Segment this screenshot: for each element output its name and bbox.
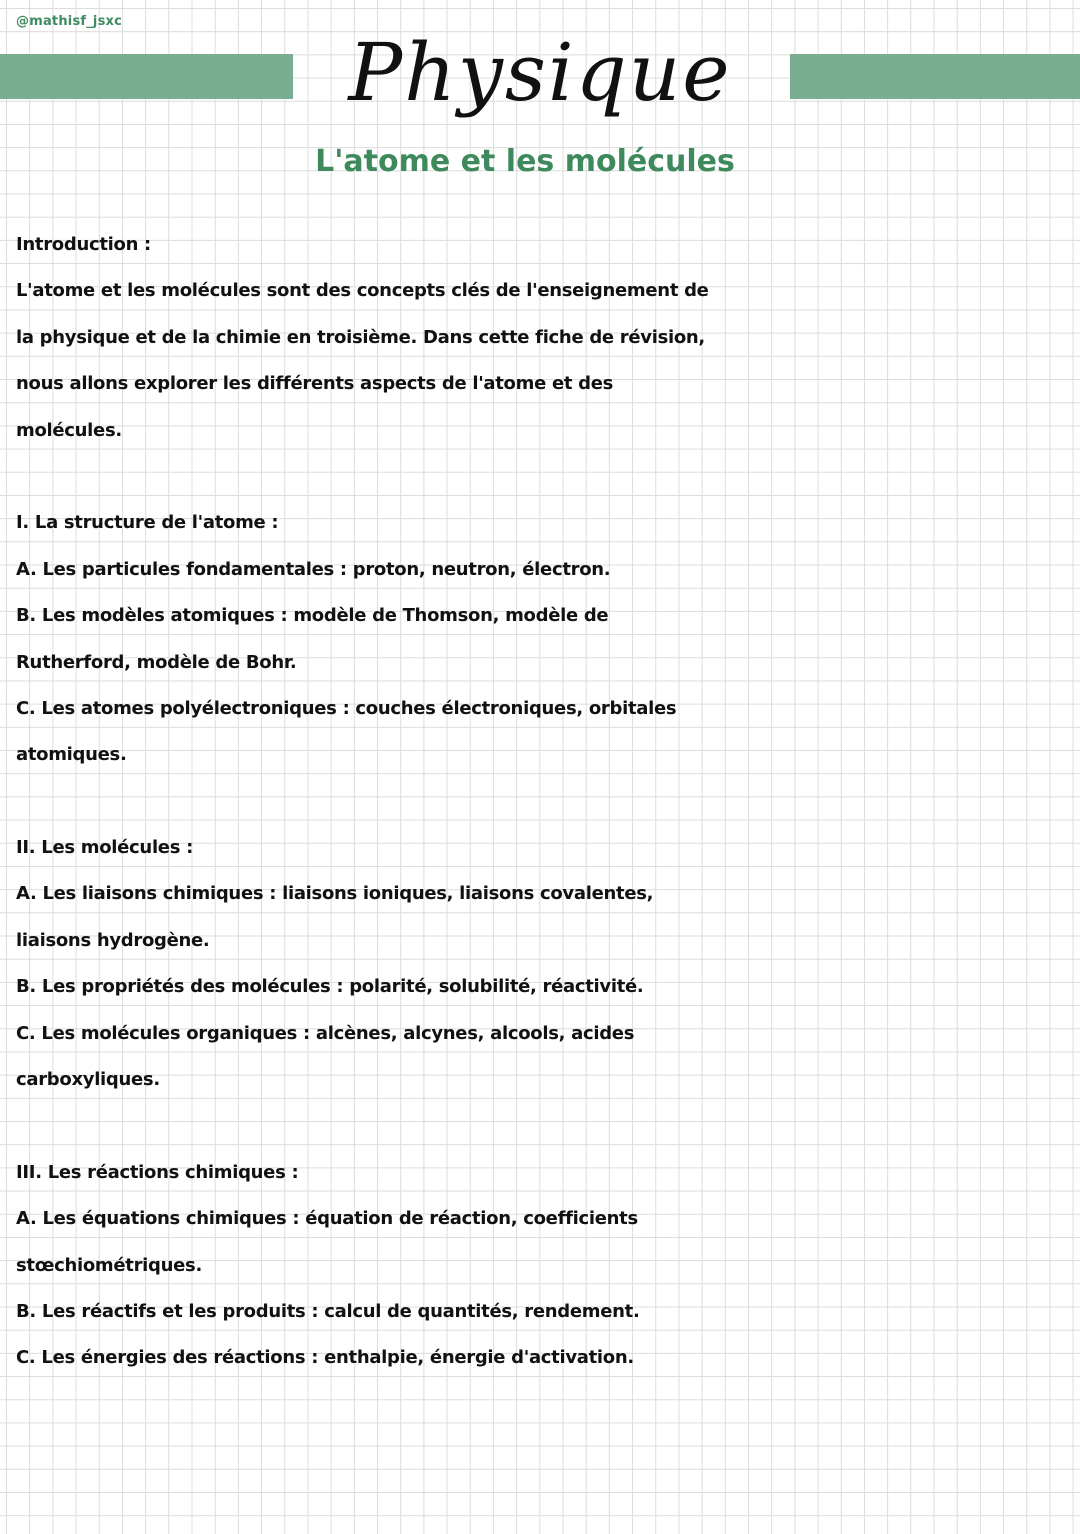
document-body: [16, 222, 1080, 1382]
author-handle: @mathisf_jsxc: [16, 14, 123, 29]
section-line: A. Les particules fondamentales : proton, neutron, électron.: [16, 558, 611, 580]
section-molecules: [16, 825, 1080, 1103]
section-atom-structure: [16, 500, 1080, 778]
spacer: [16, 454, 1080, 500]
section-heading: I. La structure de l'atome :: [16, 512, 279, 534]
section-line: A. Les liaisons chimiques : liaisons ioniques, liaisons covalentes,: [16, 883, 654, 905]
intro-line: la physique et de la chimie en troisième. Dans cette fiche de révision,: [16, 326, 705, 348]
section-line: carboxyliques.: [16, 1069, 160, 1091]
section-heading: III. Les réactions chimiques :: [16, 1161, 299, 1183]
section-line: atomiques.: [16, 744, 127, 766]
section-chemical-reactions: [16, 1150, 1080, 1382]
section-line: B. Les réactifs et les produits : calcul de quantités, rendement.: [16, 1300, 640, 1322]
section-line: liaisons hydrogène.: [16, 929, 210, 951]
section-line: A. Les équations chimiques : équation de réaction, coefficients: [16, 1208, 638, 1230]
intro-section: [16, 222, 1080, 454]
spacer: [16, 1103, 1080, 1149]
spacer: [16, 779, 1080, 825]
section-heading: II. Les molécules :: [16, 837, 193, 859]
section-line: B. Les modèles atomiques : modèle de Thomson, modèle de: [16, 605, 609, 627]
intro-heading: Introduction :: [16, 234, 151, 255]
section-line: C. Les énergies des réactions : enthalpie, énergie d'activation.: [16, 1347, 634, 1369]
section-line: C. Les atomes polyélectroniques : couches électroniques, orbitales: [16, 697, 677, 719]
section-line: B. Les propriétés des molécules : polarité, solubilité, réactivité.: [16, 976, 644, 998]
intro-line: L'atome et les molécules sont des concepts clés de l'enseignement de: [16, 280, 709, 302]
intro-line: molécules.: [16, 419, 122, 441]
section-line: C. Les molécules organiques : alcènes, alcynes, alcools, acides: [16, 1022, 635, 1044]
intro-line: nous allons explorer les différents aspects de l'atome et des: [16, 373, 614, 395]
section-line: stœchiométriques.: [16, 1254, 203, 1276]
section-line: Rutherford, modèle de Bohr.: [16, 651, 297, 673]
page-title: Physique: [348, 26, 732, 119]
page-subtitle: L'atome et les molécules: [315, 144, 735, 179]
